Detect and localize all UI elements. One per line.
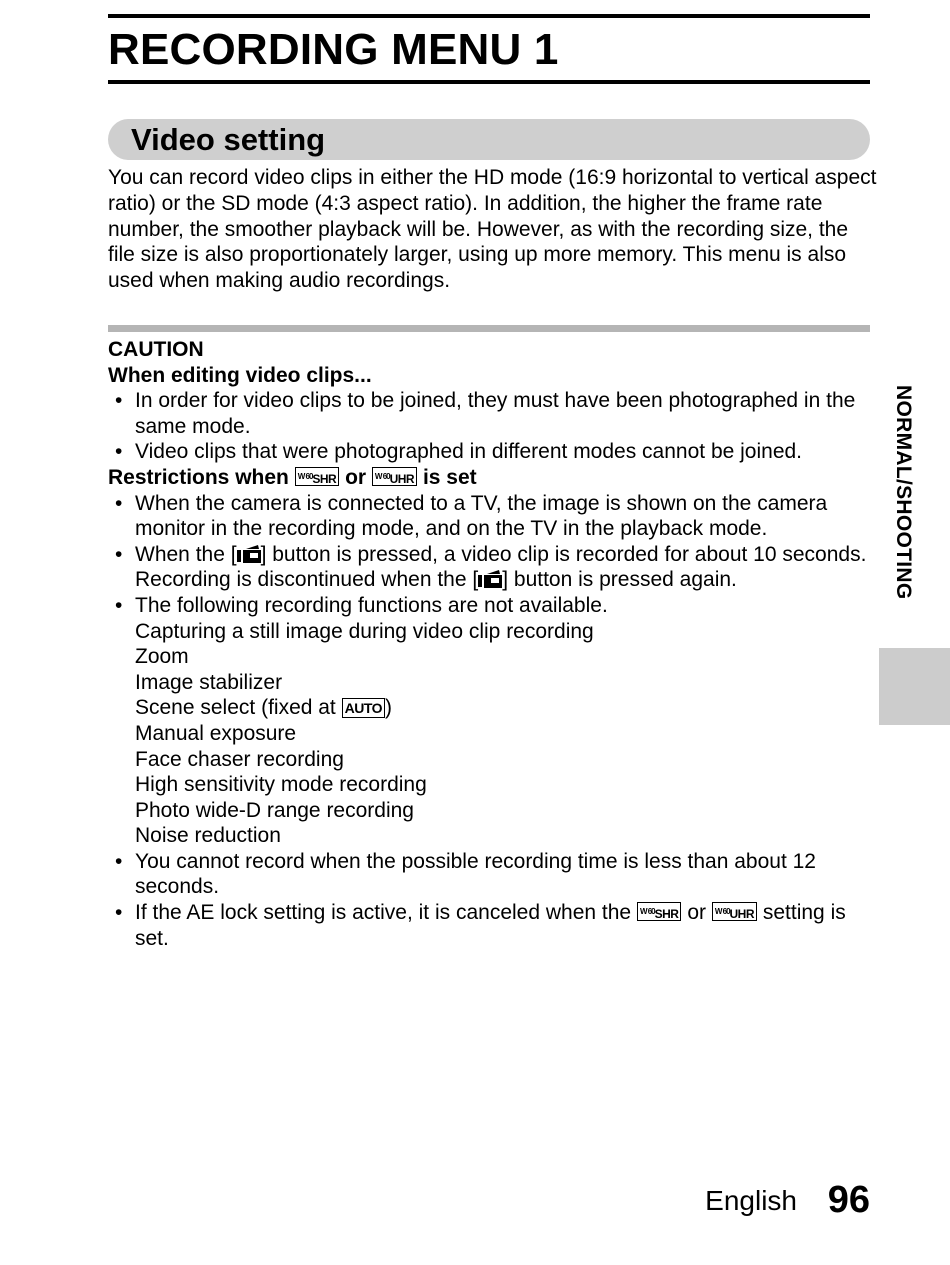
button-text-c: ] button is pressed again. <box>502 568 737 592</box>
ae-or: or <box>687 901 706 925</box>
uhr-icon-label: UHR <box>389 471 415 486</box>
restrictions-suffix: is set <box>422 465 477 489</box>
uhr-icon-sub: W 60 <box>714 907 730 917</box>
shr-icon-sub: W 60 <box>639 907 655 917</box>
button-text-b: ] button is pressed, a video clip is recorded for about 10 seconds. Recording is discontinued when the [ <box>135 542 867 592</box>
restrictions-or: or <box>345 465 367 489</box>
video-camera-button-icon <box>237 542 261 564</box>
list-item <box>108 900 878 951</box>
caution-heading: CAUTION <box>108 338 204 361</box>
caution-box <box>108 337 878 951</box>
side-tab-label: NORMAL/SHOOTING <box>892 385 915 600</box>
function-item: Capturing a still image during video clip recording <box>135 619 594 643</box>
functions-intro: • The following recording functions are not available. <box>135 593 608 617</box>
list-item: • When the camera is connected to a TV, the image is shown on the camera monitor in the recording mode, and on the TV in the playback mode. <box>108 491 878 542</box>
footer-language: English <box>705 1185 797 1216</box>
page-number: 96 <box>827 1179 870 1221</box>
function-item: Face chaser recording <box>135 747 344 771</box>
uhr-icon-sub: W 60 <box>374 471 390 481</box>
shr-icon-label: SHR <box>312 471 337 486</box>
function-item: Image stabilizer <box>135 670 283 694</box>
restrictions-prefix: Restrictions when <box>108 465 289 489</box>
auto-scene-icon: AUTO <box>342 698 385 718</box>
editing-heading: When editing video clips... <box>108 363 372 387</box>
function-item: Noise reduction <box>135 824 281 848</box>
uhr-icon-label: UHR <box>729 907 755 922</box>
video-camera-button-icon <box>478 567 502 589</box>
ae-text-a: If the AE lock setting is active, it is canceled when the <box>135 901 632 925</box>
video-shr-mode-icon <box>295 467 340 486</box>
function-item: Manual exposure <box>135 721 297 745</box>
section-header <box>108 119 870 160</box>
video-shr-mode-icon <box>637 902 682 921</box>
restrictions-list <box>108 491 878 952</box>
scene-select-text: Scene select (fixed at <box>135 696 336 720</box>
side-tab-marker <box>879 648 950 725</box>
shr-icon-sub: W 60 <box>297 471 313 481</box>
function-item: Photo wide-D range recording <box>135 798 414 822</box>
function-item: Zoom <box>135 645 189 669</box>
list-item: • Video clips that were photographed in different modes cannot be joined. <box>108 439 878 465</box>
video-uhr-mode-icon <box>372 467 417 486</box>
list-item: • In order for video clips to be joined, they must have been photographed in the same mode. <box>108 388 878 439</box>
function-item <box>135 695 878 721</box>
editing-list <box>108 388 878 465</box>
list-item: • You cannot record when the possible recording time is less than about 12 seconds. <box>108 849 878 900</box>
ae-text-b: setting is set. <box>135 901 846 950</box>
page-title-bar <box>108 14 870 84</box>
video-uhr-mode-icon <box>712 902 757 921</box>
page-title: RECORDING MENU 1 <box>108 25 559 74</box>
list-item <box>108 542 878 593</box>
intro-paragraph: You can record video clips in either the HD mode (16:9 horizontal to vertical aspect ratio) or the SD mode (4:3 aspect ratio). In addition, the higher the frame rate number, the smoother playback will be. However, as with the recording size, the file size is also proportionately larger, using up more memory. This menu is also used when making audio recordings. <box>108 166 877 293</box>
section-title: Video setting <box>131 122 326 157</box>
list-item <box>108 593 878 849</box>
shr-icon-label: SHR <box>654 907 679 922</box>
button-text-a: When the [ <box>135 542 237 566</box>
restrictions-heading <box>108 465 878 491</box>
caution-divider <box>108 325 870 332</box>
scene-close: ) <box>385 696 393 720</box>
function-item: High sensitivity mode recording <box>135 773 427 797</box>
